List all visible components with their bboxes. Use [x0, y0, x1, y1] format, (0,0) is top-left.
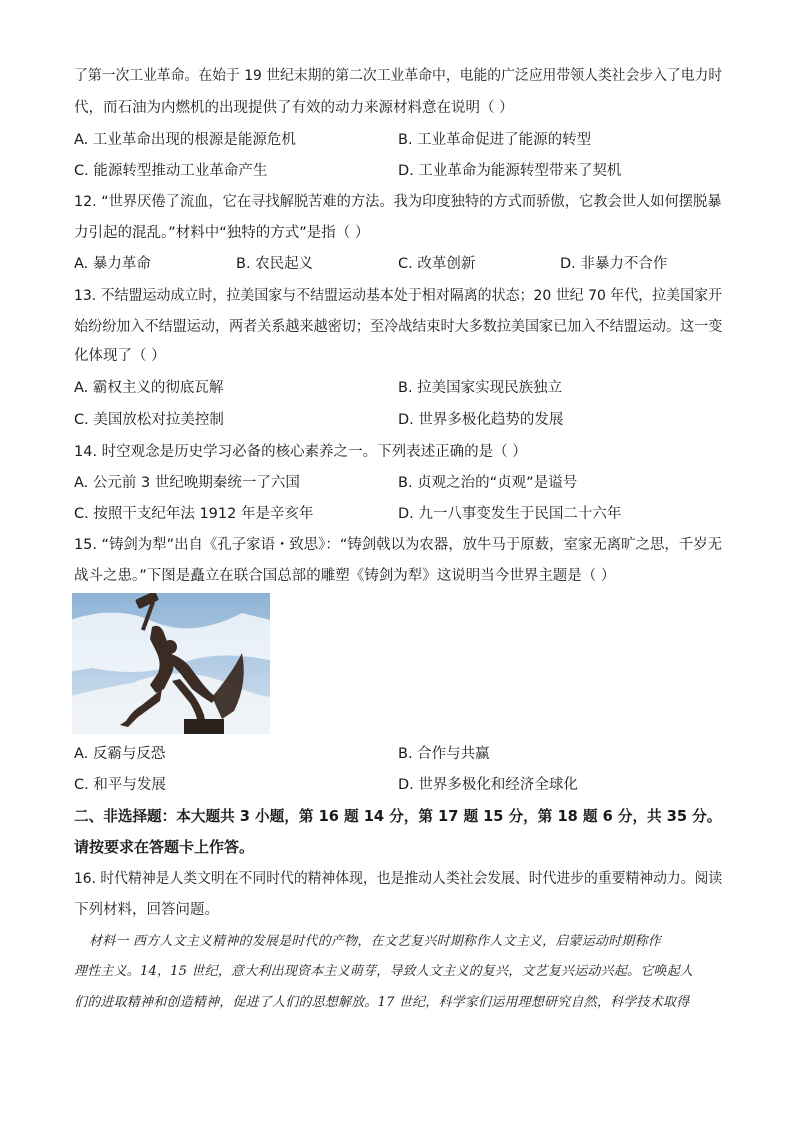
- q11-stem-line-1: 了第一次工业革命。在始于 19 世纪末期的第二次工业革命中，电能的广泛应用带领人类社会步入了电力时: [74, 68, 723, 84]
- q13-stem-line-3: 化体现了（ ）: [74, 348, 166, 364]
- q16-material-line-1: 材料一 西方人文主义精神的发展是时代的产物，在文艺复兴时期称作人文主义，启蒙运动时期称作: [89, 934, 661, 949]
- q15-option-b[interactable]: B. 合作与共赢: [398, 746, 490, 762]
- q13-option-b[interactable]: B. 拉美国家实现民族独立: [398, 380, 563, 396]
- q13-option-c[interactable]: C. 美国放松对拉美控制: [74, 412, 224, 428]
- q12-option-b[interactable]: B. 农民起义: [236, 256, 314, 272]
- q11-option-b[interactable]: B. 工业革命促进了能源的转型: [398, 132, 592, 148]
- q14-stem-line-1: 14. 时空观念是历史学习必备的核心素养之一。下列表述正确的是（ ）: [74, 444, 527, 460]
- q14-option-a[interactable]: A. 公元前 3 世纪晚期秦统一了六国: [74, 475, 300, 491]
- q14-option-d[interactable]: D. 九一八事变发生于民国二十六年: [398, 506, 622, 522]
- q15-stem-line-2: 战斗之患。”下图是矗立在联合国总部的雕塑《铸剑为犁》这说明当今世界主题是（ ）: [74, 568, 616, 584]
- q16-stem-line-2: 下列材料，回答问题。: [74, 902, 219, 918]
- q16-material-line-3: 们的进取精神和创造精神，促进了人们的思想解放。17 世纪，科学家们运用理想研究自然，科学技术取得: [74, 995, 690, 1010]
- q14-option-b[interactable]: B. 贞观之治的“贞观”是谥号: [398, 475, 578, 491]
- q13-stem-line-1: 13. 不结盟运动成立时，拉美国家与不结盟运动基本处于相对隔离的状态；20 世纪 70 年代，拉美国家开: [74, 288, 723, 304]
- section-two-instruction: 请按要求在答题卡上作答。: [74, 838, 255, 856]
- q11-stem-line-2: 代，而石油为内燃机的出现提供了有效的动力来源材料意在说明（ ）: [74, 100, 514, 116]
- sculpture-photo: [72, 593, 270, 734]
- q15-option-d[interactable]: D. 世界多极化和经济全球化: [398, 777, 578, 793]
- section-two-heading: 二、非选择题：本大题共 3 小题，第 16 题 14 分，第 17 题 15 分，第 18 题 6 分，共 35 分。: [74, 807, 722, 825]
- q15-stem-line-1: 15. “铸剑为犁”出自《孔子家语・致思》：“铸剑戟以为农器，放牛马于原薮，室家无离旷之思，千岁无: [74, 537, 723, 553]
- q12-stem-line-2: 力引起的混乱。”材料中“独特的方式”是指（ ）: [74, 225, 370, 241]
- q11-option-a[interactable]: A. 工业革命出现的根源是能源危机: [74, 132, 296, 148]
- q13-option-d[interactable]: D. 世界多极化趋势的发展: [398, 412, 564, 428]
- q11-option-d[interactable]: D. 工业革命为能源转型带来了契机: [398, 163, 622, 179]
- q11-option-c[interactable]: C. 能源转型推动工业革命产生: [74, 163, 268, 179]
- q15-option-c[interactable]: C. 和平与发展: [74, 777, 166, 793]
- q12-option-d[interactable]: D. 非暴力不合作: [560, 256, 668, 272]
- q15-option-a[interactable]: A. 反霸与反恐: [74, 746, 166, 762]
- q13-option-a[interactable]: A. 霸权主义的彻底瓦解: [74, 380, 224, 396]
- q12-option-a[interactable]: A. 暴力革命: [74, 256, 151, 272]
- q14-option-c[interactable]: C. 按照干支纪年法 1912 年是辛亥年: [74, 506, 314, 522]
- q12-option-c[interactable]: C. 改革创新: [398, 256, 476, 272]
- q16-stem-line-1: 16. 时代精神是人类文明在不同时代的精神体现，也是推动人类社会发展、时代进步的重要精神动力。阅读: [74, 871, 723, 887]
- q12-stem-line-1: 12. “世界厌倦了流血，它在寻找解脱苦难的方法。我为印度独特的方式而骄傲，它教会世人如何摆脱暴: [74, 194, 722, 210]
- q13-stem-line-2: 始纷纷加入不结盟运动，两者关系越来越密切；至冷战结束时大多数拉美国家已加入不结盟运动。这一变: [74, 319, 723, 335]
- q16-material-line-2: 理性主义。14，15 世纪，意大利出现资本主义萌芽，导致人文主义的复兴，文艺复兴运动兴起。它唤起人: [74, 964, 694, 979]
